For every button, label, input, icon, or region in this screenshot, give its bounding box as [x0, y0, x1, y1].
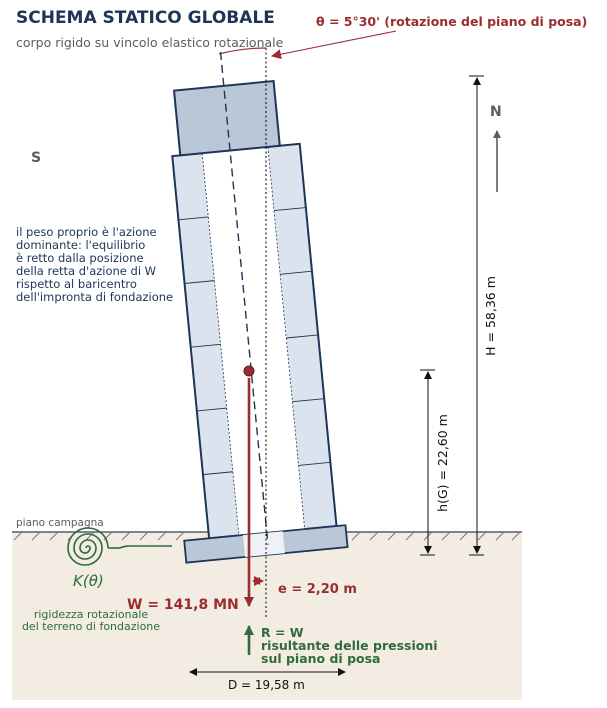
spring-label: K(θ): [73, 572, 104, 590]
svg-text:della retta d'azione di W: della retta d'azione di W: [16, 264, 157, 278]
north-label: N: [490, 104, 502, 120]
svg-text:il peso proprio è l'azione: il peso proprio è l'azione: [16, 225, 157, 239]
svg-text:è retto dalla posizione: è retto dalla posizione: [16, 251, 144, 265]
south-label: S: [31, 150, 42, 166]
svg-text:del terreno di fondazione: del terreno di fondazione: [21, 620, 161, 633]
diagram-title: SCHEMA STATICO GLOBALE: [16, 8, 275, 28]
base-width-label: D = 19,58 m: [228, 678, 305, 692]
theta-leader: [272, 31, 396, 56]
height-g-label: h(G) = 22,60 m: [435, 414, 450, 512]
svg-text:dell'impronta di fondazione: dell'impronta di fondazione: [16, 290, 174, 304]
eccentricity-label: e = 2,20 m: [278, 582, 357, 597]
ground-label: piano campagna: [16, 517, 104, 529]
diagram-subtitle: corpo rigido su vincolo elastico rotazionale: [16, 35, 284, 50]
svg-text:dominante: l'equilibrio: dominante: l'equilibrio: [16, 238, 146, 252]
height-total-label: H = 58,36 m: [483, 276, 498, 356]
svg-text:sul piano di posa: sul piano di posa: [261, 651, 381, 666]
centre-of-gravity: [244, 366, 254, 376]
theta-label: θ = 5°30' (rotazione del piano di posa): [316, 14, 588, 29]
svg-text:rispetto al baricentro: rispetto al baricentro: [16, 277, 137, 291]
svg-text:rigidezza rotazionale: rigidezza rotazionale: [33, 608, 149, 621]
equilibrium-note: [16, 225, 173, 304]
svg-text:R = W: R = W: [261, 625, 304, 640]
weight-label: W = 141,8 MN: [127, 597, 239, 613]
svg-text:risultante delle pressioni: risultante delle pressioni: [261, 638, 438, 653]
